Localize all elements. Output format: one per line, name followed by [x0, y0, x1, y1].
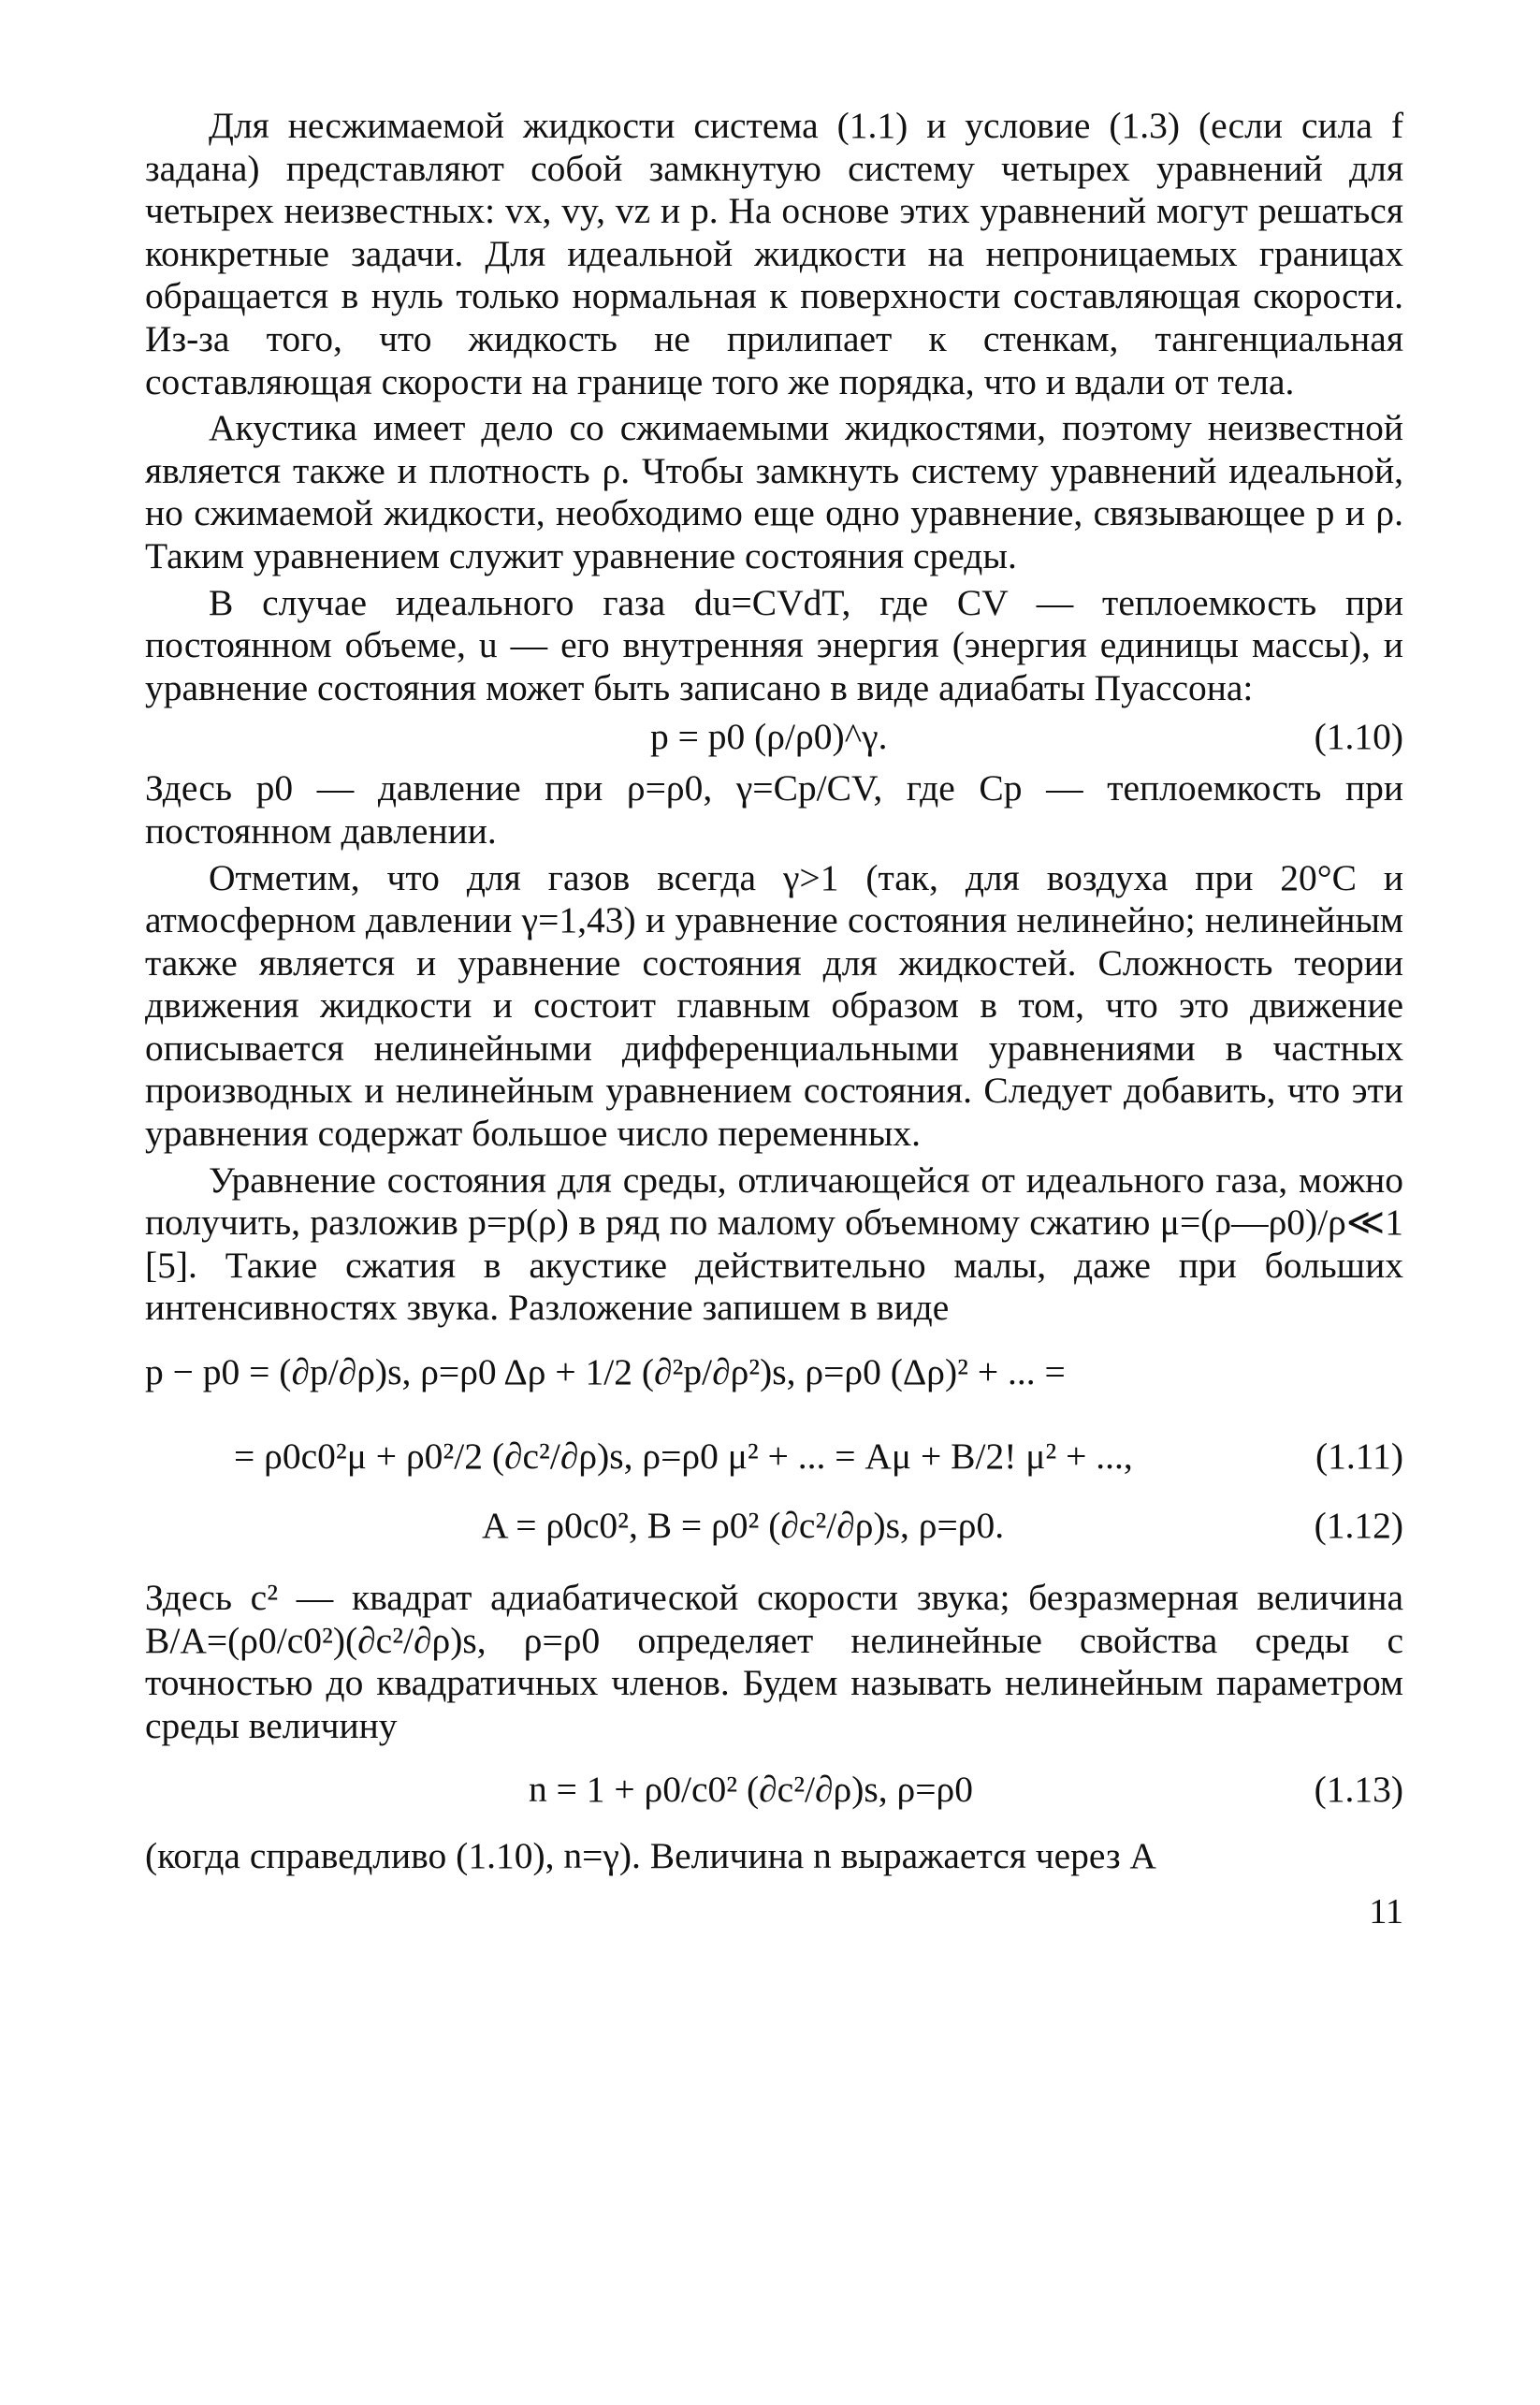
paragraph-7-text: Здесь c² — квадрат адиабатической скорости звука; безразмерная величина B/A=(ρ0/c0²)(∂c²/∂ρ)s, ρ=ρ0 определяет нелинейные свойства среды с точностью до квадратичных членов. Будем называть нелинейным параметром среды величину [145, 1577, 1403, 1746]
equation-1-11-line-2 [145, 1418, 1403, 1494]
equation-1-13 [145, 1751, 1403, 1828]
paragraph-6-text: Уравнение состояния для среды, отличающейся от идеального газа, можно получить, разложив p=p(ρ) в ряд по малому объемному сжатию μ=(ρ—ρ0)/ρ≪1 [5]. Такие сжатия в акустике действительно малы, даже при больших интенсивностях звука. Разложение запишем в виде [145, 1159, 1403, 1329]
equation-1-11-line-1 [145, 1334, 1403, 1410]
equation-1-10-body: p = p0 (ρ/ρ0)^γ. [650, 716, 888, 758]
equation-number-1-10: (1.10) [1314, 716, 1403, 758]
equation-1-11-line-2-body: = ρ0c0²μ + ρ0²/2 (∂c²/∂ρ)s, ρ=ρ0 μ² + ... = Aμ + B/2! μ² + ..., [234, 1436, 1133, 1478]
paragraph-5 [145, 857, 1403, 1156]
paragraph-2-text: Акустика имеет дело со сжимаемыми жидкостями, поэтому неизвестной является также и плотность ρ. Чтобы замкнуть систему уравнений идеальной, но сжимаемой жидкости, необходимо еще одно уравнение, связывающее p и ρ. Таким уравнением служит уравнение состояния среды. [145, 407, 1403, 576]
paragraph-8-text: (когда справедливо (1.10), n=γ). Величина n выражается через A [145, 1835, 1156, 1877]
page-number: 11 [1369, 1892, 1403, 1931]
paragraph-4-text: Здесь p0 — давление при ρ=ρ0, γ=Cp/CV, где Cp — теплоемкость при постоянном давлении. [145, 767, 1403, 852]
paragraph-6 [145, 1159, 1403, 1330]
paragraph-3 [145, 582, 1403, 710]
equation-1-13-body: n = 1 + ρ0/c0² (∂c²/∂ρ)s, ρ=ρ0 [529, 1769, 973, 1811]
paragraph-4 [145, 767, 1403, 853]
paragraph-7 [145, 1577, 1403, 1747]
equation-1-12-body: A = ρ0c0², B = ρ0² (∂c²/∂ρ)s, ρ=ρ0. [482, 1505, 1005, 1547]
equation-1-12 [145, 1502, 1403, 1549]
paragraph-1 [145, 105, 1403, 403]
main-text [145, 105, 1403, 1934]
equation-1-11-line-1-body: p − p0 = (∂p/∂ρ)s, ρ=ρ0 Δρ + 1/2 (∂²p/∂ρ²)s, ρ=ρ0 (Δρ)² + ... = [145, 1351, 1066, 1393]
equation-number-1-11: (1.11) [1315, 1436, 1403, 1478]
paragraph-1-text: Для несжимаемой жидкости система (1.1) и условие (1.3) (если сила f задана) представляют собой замкнутую систему четырех уравнений для четырех неизвестных: vx, vy, vz и p. На основе этих уравнений могут решаться конкретные задачи. Для идеальной жидкости на непроницаемых границах обращается в нуль только нормальная к поверхности составляющая скорости. Из-за того, что жидкость не прилипает к стенкам, тангенциальная составляющая скорости на границе того же порядка, что и вдали от тела. [145, 105, 1403, 402]
equation-1-10 [145, 713, 1403, 760]
equation-number-1-12: (1.12) [1314, 1505, 1403, 1547]
paragraph-5-text: Отметим, что для газов всегда γ>1 (так, для воздуха при 20°C и атмосферном давлении γ=1,43) и уравнение состояния нелинейно; нелинейным также является и уравнение состояния для жидкостей. Сложность теории движения жидкости и состоит главным образом в том, что это движение описывается нелинейными дифференциальными уравнениями в частных производных и нелинейным уравнением состояния. Следует добавить, что эти уравнения содержат большое число переменных. [145, 856, 1403, 1155]
paragraph-8 [145, 1835, 1403, 1878]
paragraph-3-text: В случае идеального газа du=CVdT, где CV — теплоемкость при постоянном объеме, u — его внутренняя энергия (энергия единицы массы), и уравнение состояния может быть записано в виде адиабаты Пуассона: [145, 581, 1403, 708]
paragraph-2 [145, 407, 1403, 577]
equation-number-1-13: (1.13) [1314, 1769, 1403, 1811]
